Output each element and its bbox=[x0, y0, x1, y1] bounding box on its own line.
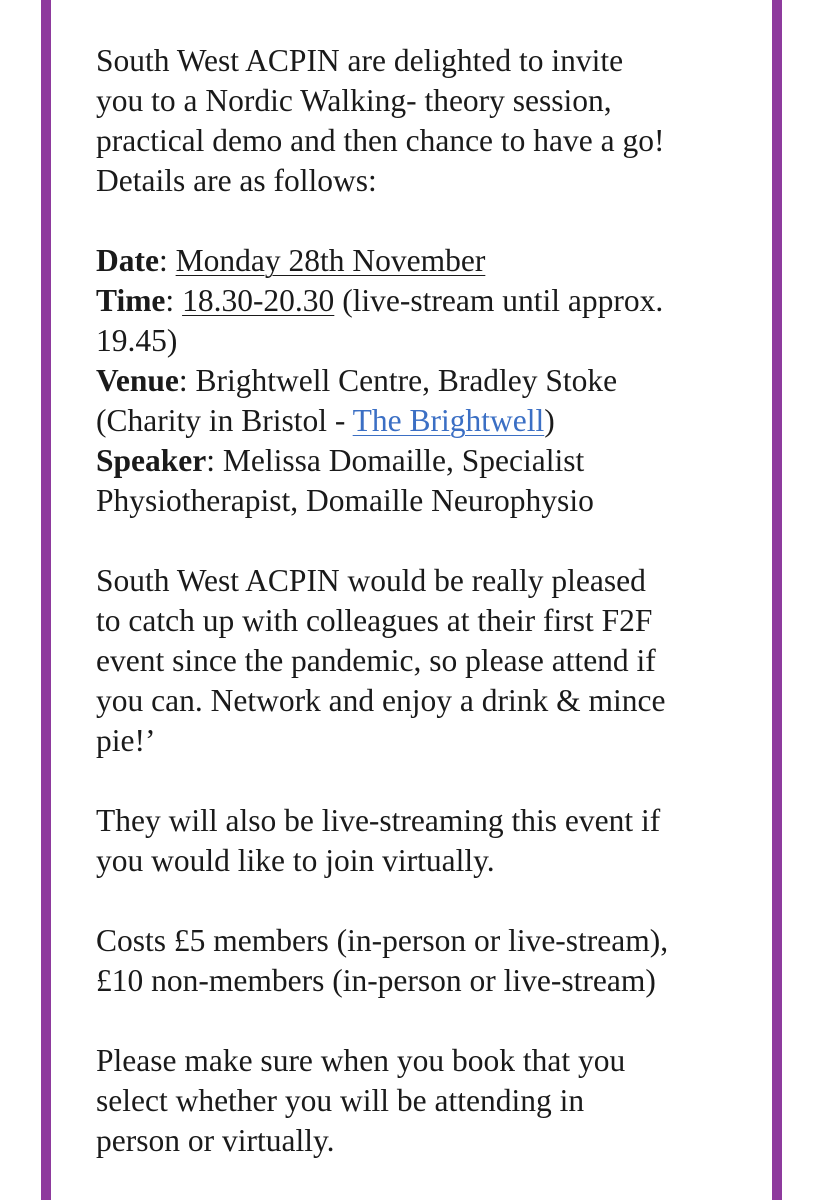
intro-line: South West ACPIN are delighted to invite bbox=[96, 43, 624, 78]
venue-note-prefix: (Charity in Bristol - bbox=[96, 403, 353, 438]
date-row: Date: Monday 28th November bbox=[96, 243, 486, 278]
date-value[interactable]: Monday 28th November bbox=[175, 243, 486, 278]
time-row: Time: 18.30-20.30 (live-stream until approx. bbox=[96, 283, 664, 318]
intro-paragraph bbox=[96, 41, 756, 201]
speaker-value: Melissa Domaille, Specialist bbox=[222, 443, 585, 478]
time-label: Time bbox=[96, 283, 166, 318]
intro-line: practical demo and then chance to have a go! bbox=[96, 123, 665, 158]
networking-line: you can. Network and enjoy a drink & mince bbox=[96, 683, 666, 718]
venue-label: Venue bbox=[96, 363, 179, 398]
venue-note-suffix: ) bbox=[544, 403, 555, 438]
costs-line: Costs £5 members (in-person or live-stream), bbox=[96, 923, 669, 958]
costs-line: £10 non-members (in-person or live-stream) bbox=[96, 963, 656, 998]
livestream-line: you would like to join virtually. bbox=[96, 843, 495, 878]
intro-line: you to a Nordic Walking- theory session, bbox=[96, 83, 612, 118]
speaker-label: Speaker bbox=[96, 443, 207, 478]
right-border-bar bbox=[772, 0, 782, 1200]
livestream-paragraph bbox=[96, 801, 756, 881]
booking-line: select whether you will be attending in bbox=[96, 1083, 585, 1118]
venue-note-row bbox=[96, 401, 756, 441]
venue-row: Venue: Brightwell Centre, Bradley Stoke bbox=[96, 363, 618, 398]
time-note: (live-stream until approx. bbox=[334, 283, 664, 318]
time-note-continued: 19.45) bbox=[96, 323, 178, 358]
date-label: Date bbox=[96, 243, 159, 278]
networking-paragraph bbox=[96, 561, 756, 761]
brightwell-link[interactable]: The Brightwell bbox=[352, 403, 545, 438]
networking-line: pie!’ bbox=[96, 723, 156, 758]
venue-value: Brightwell Centre, Bradley Stoke bbox=[195, 363, 618, 398]
intro-line: Details are as follows: bbox=[96, 163, 377, 198]
speaker-value-continued: Physiotherapist, Domaille Neurophysio bbox=[96, 483, 594, 518]
left-border-bar bbox=[41, 0, 51, 1200]
time-value[interactable]: 18.30-20.30 bbox=[182, 283, 335, 318]
networking-line: event since the pandemic, so please attend if bbox=[96, 643, 656, 678]
livestream-line: They will also be live-streaming this event if bbox=[96, 803, 661, 838]
booking-paragraph bbox=[96, 1041, 756, 1161]
networking-line: to catch up with colleagues at their first F2F bbox=[96, 603, 653, 638]
booking-line: person or virtually. bbox=[96, 1123, 335, 1158]
booking-line: Please make sure when you book that you bbox=[96, 1043, 626, 1078]
networking-line: South West ACPIN would be really pleased bbox=[96, 563, 646, 598]
costs-paragraph bbox=[96, 921, 756, 1001]
event-details bbox=[96, 241, 756, 521]
speaker-row: Speaker: Melissa Domaille, Specialist bbox=[96, 443, 585, 478]
invitation-text bbox=[96, 41, 756, 1161]
